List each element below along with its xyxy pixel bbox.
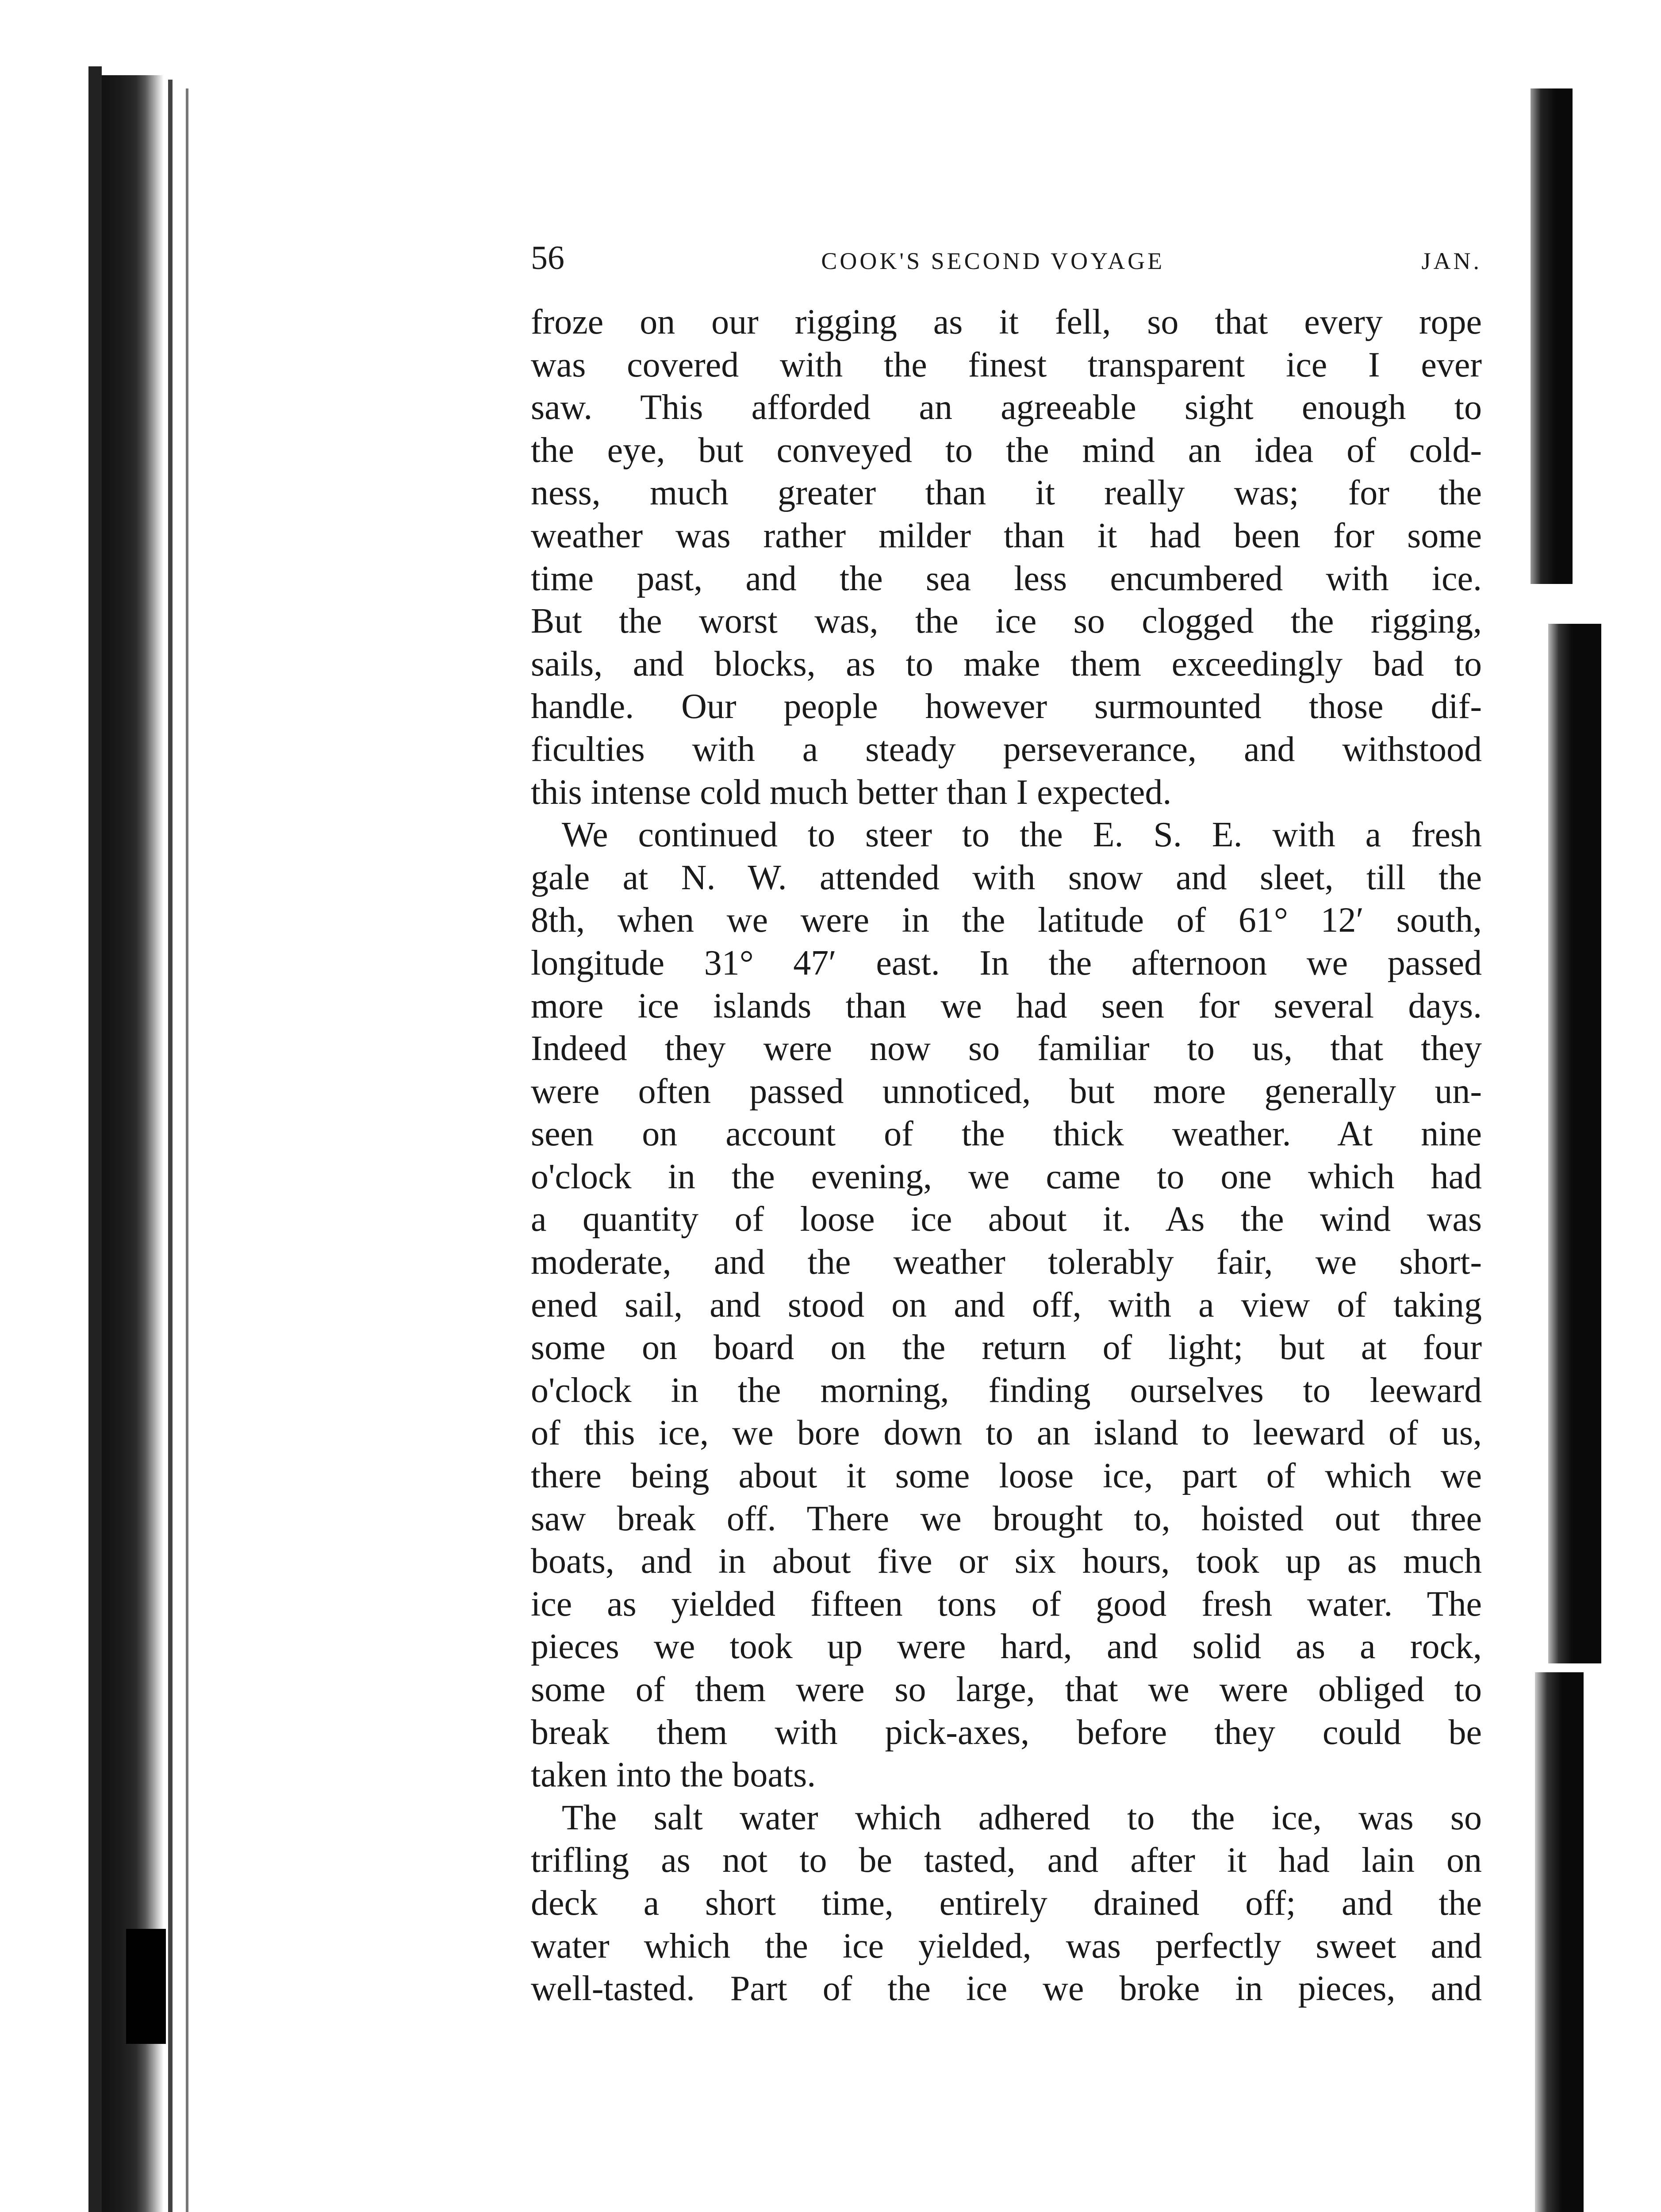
text-line: longitude 31° 47′ east. In the afternoon we passed: [531, 943, 1482, 983]
paragraph: [531, 814, 1482, 1797]
text-line: was covered with the finest transparent ice I ever: [531, 345, 1482, 384]
text-line: were often passed unnoticed, but more generally un-: [531, 1071, 1482, 1111]
text-line: water which the ice yielded, was perfectly sweet and: [531, 1926, 1482, 1966]
text-line: seen on account of the thick weather. At nine: [531, 1114, 1482, 1154]
text-line: more ice islands than we had seen for several days.: [531, 986, 1482, 1025]
paragraph: [531, 301, 1482, 814]
text-line: 8th, when we were in the latitude of 61° 12′ south,: [531, 901, 1482, 940]
text-line: ness, much greater than it really was; for the: [531, 473, 1482, 513]
text-line: ice as yielded fifteen tons of good fresh water. The: [531, 1584, 1482, 1624]
text-line: some of them were so large, that we were obliged to: [531, 1670, 1482, 1709]
text-line: The salt water which adhered to the ice, was so: [562, 1798, 1482, 1837]
text-line: moderate, and the weather tolerably fair, we short-: [531, 1243, 1482, 1282]
text-line: gale at N. W. attended with snow and sleet, till the: [531, 858, 1482, 897]
paragraph: [531, 1797, 1482, 2010]
binding-shadow: [168, 80, 173, 2212]
text-line: this intense cold much better than I expected.: [531, 772, 1172, 812]
text-line: saw break off. There we brought to, hoisted out three: [531, 1499, 1482, 1538]
page-number: 56: [531, 239, 564, 276]
text-line: a quantity of loose ice about it. As the wind was: [531, 1200, 1482, 1239]
text-line: pieces we took up were hard, and solid as a rock,: [531, 1627, 1482, 1667]
text-line: deck a short time, entirely drained off; and the: [531, 1883, 1482, 1923]
text-line: But the worst was, the ice so clogged the rigging,: [531, 602, 1482, 641]
body-text: [531, 301, 1482, 2010]
text-line: time past, and the sea less encumbered with ice.: [531, 559, 1482, 598]
page-edge-shadow: [1548, 624, 1601, 1663]
text-line: froze on our rigging as it fell, so that every rope: [531, 303, 1482, 342]
running-title: COOK'S SECOND VOYAGE: [821, 248, 1165, 274]
binding-shadow: [186, 88, 188, 2212]
running-month: JAN.: [1421, 248, 1482, 274]
text-line: the eye, but conveyed to the mind an idea of cold-: [531, 430, 1482, 470]
text-line: break them with pick-axes, before they could be: [531, 1713, 1482, 1752]
text-line: trifling as not to be tasted, and after it had lain on: [531, 1841, 1482, 1880]
binding-shadow: [88, 66, 102, 2212]
binding-shadow: [126, 1929, 166, 2044]
text-line: o'clock in the morning, finding ourselves to leeward: [531, 1371, 1482, 1410]
page-edge-shadow: [1535, 1672, 1584, 2212]
page-edge-shadow: [1531, 88, 1573, 584]
text-line: ficulties with a steady perseverance, and withstood: [531, 730, 1482, 769]
text-line: some on board on the return of light; but at four: [531, 1328, 1482, 1367]
text-line: there being about it some loose ice, part of which we: [531, 1456, 1482, 1496]
book-page: [531, 239, 1482, 2010]
text-line: boats, and in about five or six hours, took up as much: [531, 1542, 1482, 1581]
text-line: well-tasted. Part of the ice we broke in pieces, and: [531, 1969, 1482, 2008]
text-line: o'clock in the evening, we came to one which had: [531, 1157, 1482, 1196]
text-line: ened sail, and stood on and off, with a view of taking: [531, 1285, 1482, 1325]
text-line: saw. This afforded an agreeable sight enough to: [531, 388, 1482, 427]
text-line: Indeed they were now so familiar to us, that they: [531, 1029, 1482, 1068]
text-line: weather was rather milder than it had been for some: [531, 516, 1482, 555]
text-line: sails, and blocks, as to make them exceedingly bad to: [531, 644, 1482, 684]
text-line: taken into the boats.: [531, 1755, 816, 1795]
text-line: We continued to steer to the E. S. E. with a fresh: [562, 815, 1482, 855]
text-line: of this ice, we bore down to an island to leeward of us,: [531, 1413, 1482, 1453]
running-head: [531, 239, 1482, 288]
binding-shadow: [102, 75, 164, 2212]
text-line: handle. Our people however surmounted those dif-: [531, 687, 1482, 726]
